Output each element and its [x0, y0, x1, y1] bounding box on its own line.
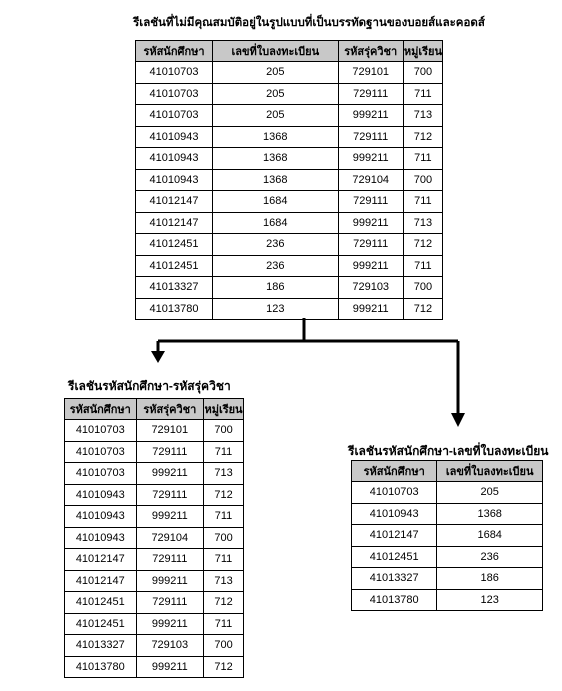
table-row	[352, 546, 543, 568]
table-cell: 712	[403, 234, 442, 256]
table-row	[65, 635, 244, 657]
table-cell: 41013327	[65, 635, 137, 657]
table-cell: 205	[213, 83, 339, 105]
table-cell: 711	[204, 549, 244, 571]
column-header: รหัสนักศึกษา	[352, 461, 437, 482]
table-cell: 729111	[338, 83, 403, 105]
table-row	[65, 441, 244, 463]
table-cell: 729103	[136, 635, 203, 657]
table-cell: 236	[437, 546, 543, 568]
table-cell: 1684	[213, 191, 339, 213]
table-cell: 41010943	[65, 527, 137, 549]
table-cell: 711	[403, 191, 442, 213]
table-cell: 205	[213, 62, 339, 84]
table-row	[65, 484, 244, 506]
table-cell: 729111	[136, 549, 203, 571]
table-row	[65, 506, 244, 528]
table-cell: 999211	[338, 105, 403, 127]
table-header-row	[352, 461, 543, 482]
table-cell: 123	[437, 589, 543, 611]
table-cell: 41012147	[352, 525, 437, 547]
table-cell: 713	[204, 463, 244, 485]
table-cell: 41012451	[136, 255, 213, 277]
column-header: รหัสรุ่ควิชา	[338, 41, 403, 62]
table-cell: 700	[403, 62, 442, 84]
table-cell: 700	[403, 169, 442, 191]
table-cell: 729111	[338, 126, 403, 148]
table-cell: 186	[213, 277, 339, 299]
column-header: เลขที่ใบลงทะเบียน	[437, 461, 543, 482]
table-cell: 700	[204, 635, 244, 657]
table-cell: 729111	[338, 191, 403, 213]
table-cell: 729111	[338, 234, 403, 256]
table-cell: 41010703	[136, 105, 213, 127]
table-cell: 711	[204, 441, 244, 463]
table-cell: 712	[403, 298, 442, 320]
table-cell: 700	[204, 420, 244, 442]
table-cell: 41010943	[65, 506, 137, 528]
table-cell: 712	[403, 126, 442, 148]
table-cell: 999211	[136, 613, 203, 635]
column-header: หมู่เรียน	[403, 41, 442, 62]
table-cell: 1368	[437, 503, 543, 525]
left-table-caption: รีเลชันรหัสนักศึกษา-รหัสรุ่ควิชา	[68, 379, 231, 393]
table-cell: 1684	[213, 212, 339, 234]
table-cell: 700	[403, 277, 442, 299]
table-cell: 41012147	[65, 549, 137, 571]
table-cell: 999211	[136, 656, 203, 678]
table-cell: 1368	[213, 126, 339, 148]
table-cell: 729111	[136, 441, 203, 463]
table-cell: 999211	[338, 255, 403, 277]
table-cell: 713	[403, 212, 442, 234]
table-cell: 41012147	[136, 212, 213, 234]
table-cell: 711	[204, 613, 244, 635]
table-cell: 711	[403, 255, 442, 277]
table-cell: 999211	[136, 506, 203, 528]
table-cell: 999211	[338, 148, 403, 170]
column-header: รหัสนักศึกษา	[136, 41, 213, 62]
table-cell: 712	[204, 484, 244, 506]
table-cell: 712	[204, 592, 244, 614]
table-cell: 700	[204, 527, 244, 549]
table-cell: 41013327	[352, 568, 437, 590]
top-table-caption: รีเลชันที่ไม่มีคุณสมบัติอยู่ในรูปแบบที่เป็นบรรทัดฐานของบอยส์และคอดส์	[133, 17, 485, 29]
table-cell: 1684	[437, 525, 543, 547]
arrow-left-head	[151, 351, 165, 363]
table-row	[352, 482, 543, 504]
table-cell: 729101	[338, 62, 403, 84]
column-header: หมู่เรียน	[204, 399, 244, 420]
table-cell: 41012451	[352, 546, 437, 568]
table-cell: 41010943	[352, 503, 437, 525]
table-cell: 205	[437, 482, 543, 504]
table-cell: 41010703	[136, 62, 213, 84]
table-cell: 729104	[136, 527, 203, 549]
table-cell: 123	[213, 298, 339, 320]
table-cell: 713	[403, 105, 442, 127]
table-cell: 41013327	[136, 277, 213, 299]
table-cell: 712	[204, 656, 244, 678]
table-cell: 41012147	[65, 570, 137, 592]
table-cell: 999211	[136, 570, 203, 592]
table-cell: 711	[403, 83, 442, 105]
table-row	[65, 570, 244, 592]
column-header: รหัสนักศึกษา	[65, 399, 137, 420]
table-cell: 41012451	[136, 234, 213, 256]
table-row	[65, 527, 244, 549]
table-header-row	[65, 399, 244, 420]
table-cell: 236	[213, 234, 339, 256]
table-cell: 41013780	[65, 656, 137, 678]
left-relation-table	[64, 398, 244, 678]
table-cell: 713	[204, 570, 244, 592]
table-row	[352, 568, 543, 590]
table-row	[65, 613, 244, 635]
table-cell: 41010703	[65, 463, 137, 485]
table-row	[65, 420, 244, 442]
table-cell: 999211	[136, 463, 203, 485]
table-cell: 41013780	[352, 589, 437, 611]
table-row	[65, 549, 244, 571]
table-row	[65, 592, 244, 614]
table-cell: 205	[213, 105, 339, 127]
table-row	[65, 463, 244, 485]
table-cell: 41010943	[136, 126, 213, 148]
table-cell: 711	[403, 148, 442, 170]
table-cell: 41010943	[65, 484, 137, 506]
right-relation-table	[351, 460, 543, 611]
table-row	[352, 589, 543, 611]
table-cell: 41010703	[136, 83, 213, 105]
column-header: เลขที่ใบลงทะเบียน	[213, 41, 339, 62]
column-header: รหัสรุ่ควิชา	[136, 399, 203, 420]
table-cell: 41010703	[65, 441, 137, 463]
table-cell: 186	[437, 568, 543, 590]
table-cell: 41010703	[352, 482, 437, 504]
table-cell: 41010943	[136, 148, 213, 170]
table-cell: 711	[204, 506, 244, 528]
table-cell: 729111	[136, 592, 203, 614]
table-cell: 41012147	[136, 191, 213, 213]
table-cell: 1368	[213, 148, 339, 170]
right-table-caption: รีเลชันรหัสนักศึกษา-เลขที่ใบลงทะเบียน	[348, 444, 549, 458]
table-cell: 729111	[136, 484, 203, 506]
table-row	[352, 503, 543, 525]
arrow-right-head	[451, 413, 465, 427]
table-cell: 999211	[338, 298, 403, 320]
table-cell: 1368	[213, 169, 339, 191]
table-cell: 41012451	[65, 592, 137, 614]
table-row	[352, 525, 543, 547]
table-cell: 41013780	[136, 298, 213, 320]
table-cell: 999211	[338, 212, 403, 234]
table-cell: 729103	[338, 277, 403, 299]
table-cell: 236	[213, 255, 339, 277]
table-cell: 729101	[136, 420, 203, 442]
table-row	[65, 656, 244, 678]
table-cell: 41010943	[136, 169, 213, 191]
table-cell: 729104	[338, 169, 403, 191]
table-cell: 41012451	[65, 613, 137, 635]
table-cell: 41010703	[65, 420, 137, 442]
